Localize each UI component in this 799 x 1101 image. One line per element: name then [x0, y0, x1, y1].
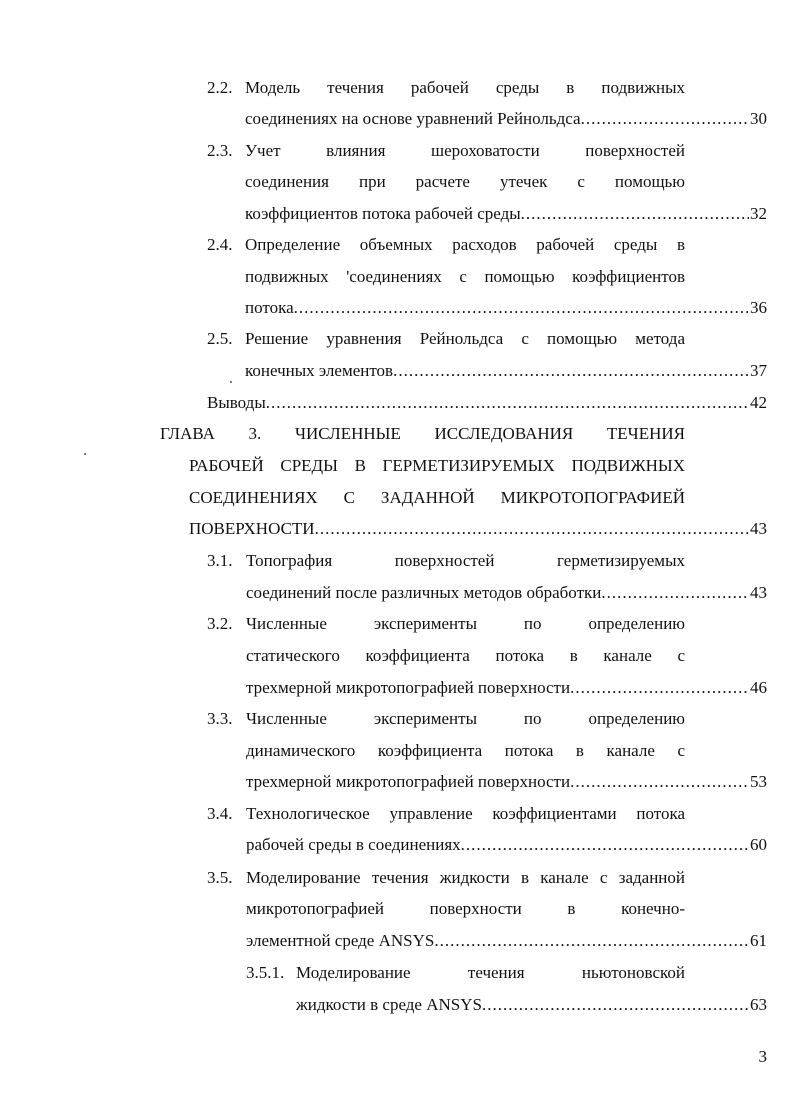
page-ref: 43: [750, 583, 767, 602]
section-number: 2.3.: [207, 141, 233, 160]
page-ref: 53: [750, 772, 767, 791]
entry-text-line: Численные эксперименты по определению: [246, 709, 685, 728]
entry-text-line: коэффициентов потока рабочей среды ..... 32: [245, 198, 767, 230]
section-number: 3.3.: [207, 709, 233, 728]
chapter-heading-line: СОЕДИНЕНИЯХ С ЗАДАННОЙ МИКРОТОПОГРАФИЕЙ: [189, 488, 685, 507]
entry-text-line: жидкости в среде ANSYS ..... 63: [296, 989, 767, 1021]
section-number: 2.2.: [207, 78, 233, 97]
entry-text-line: соединения при расчете утечек с помощью: [245, 172, 685, 191]
dot-leader: [570, 672, 749, 704]
page-ref: 37: [750, 361, 767, 380]
entry-text-line: Решение уравнения Рейнольдса с помощью метода: [245, 329, 685, 348]
page-ref: 36: [750, 298, 767, 317]
section-number: 3.2.: [207, 614, 233, 633]
dot-leader: [570, 766, 749, 798]
entry-text-line: соединений после различных методов обработки ..... 43: [246, 577, 767, 609]
page-ref: 42: [750, 393, 767, 412]
entry-text-line: Технологическое управление коэффициентами потока: [246, 804, 685, 823]
entry-text-line: Определение объемных расходов рабочей среды в: [245, 235, 685, 254]
dot-leader: [521, 198, 749, 230]
page-ref: 30: [750, 109, 767, 128]
page-number: 3: [758, 1047, 767, 1066]
chapter-heading-line: РАБОЧЕЙ СРЕДЫ В ГЕРМЕТИЗИРУЕМЫХ ПОДВИЖНЫХ: [189, 456, 685, 475]
section-number: 2.5.: [207, 329, 233, 348]
page-ref: 32: [750, 204, 767, 223]
dot-leader: [393, 355, 749, 387]
section-number: 3.1.: [207, 551, 233, 570]
entry-text-line: Учет влияния шероховатости поверхностей: [245, 141, 685, 160]
chapter-heading-line: ГЛАВА 3. ЧИСЛЕННЫЕ ИССЛЕДОВАНИЯ ТЕЧЕНИЯ: [160, 424, 685, 443]
page-ref: 46: [750, 678, 767, 697]
entry-text-line: рабочей среды в соединениях ..... 60: [246, 829, 767, 861]
entry-text-line: динамического коэффициента потока в канале с: [246, 741, 685, 760]
entry-text-line: трехмерной микротопографией поверхности ..... 46: [246, 672, 767, 704]
dot-leader: [482, 989, 749, 1021]
entry-text-line: Численные эксперименты по определению: [246, 614, 685, 633]
chapter-label: ГЛАВА 3.: [160, 424, 262, 443]
entry-text-line: статического коэффициента потока в канале с: [246, 646, 685, 665]
section-number: 3.5.: [207, 868, 233, 887]
page-ref: 43: [750, 519, 767, 538]
entry-text-line: трехмерной микротопографией поверхности ..... 53: [246, 766, 767, 798]
entry-text-line: соединениях на основе уравнений Рейнольдса ..... 30: [245, 103, 767, 135]
entry-text-line: Моделирование течения жидкости в канале с заданной: [246, 868, 685, 887]
entry-text-line: подвижных 'соединениях с помощью коэффициентов: [245, 267, 685, 286]
page-ref: 60: [750, 835, 767, 854]
entry-text-line: Модель течения рабочей среды в подвижных: [245, 78, 685, 97]
dot-leader: [266, 387, 749, 419]
scan-speck: [84, 453, 86, 455]
entry-text-line: Моделирование течения ньютоновской: [296, 963, 685, 982]
dot-leader: [294, 292, 749, 324]
section-number: 2.4.: [207, 235, 233, 254]
entry-text-line: микротопографией поверхности в конечно-: [246, 899, 685, 918]
page-ref: 63: [750, 995, 767, 1014]
section-number: 3.4.: [207, 804, 233, 823]
entry-text-line: потока ..... 36: [245, 292, 767, 324]
entry-text-line: Топография поверхностей герметизируемых: [246, 551, 685, 570]
scan-speck: [230, 381, 232, 383]
dot-leader: [601, 577, 749, 609]
page-ref: 61: [750, 931, 767, 950]
dot-leader: [581, 103, 749, 135]
toc-entry-conclusions: Выводы ..... 42: [207, 387, 767, 419]
dot-leader: [461, 829, 749, 861]
dot-leader: [434, 925, 749, 957]
chapter-heading-line: ПОВЕРХНОСТИ ..... 43: [189, 513, 767, 545]
entry-text-line: элементной среде ANSYS ..... 61: [246, 925, 767, 957]
dot-leader: [315, 513, 749, 545]
entry-text-line: конечных элементов ..... 37: [245, 355, 767, 387]
section-number: 3.5.1.: [246, 963, 285, 982]
